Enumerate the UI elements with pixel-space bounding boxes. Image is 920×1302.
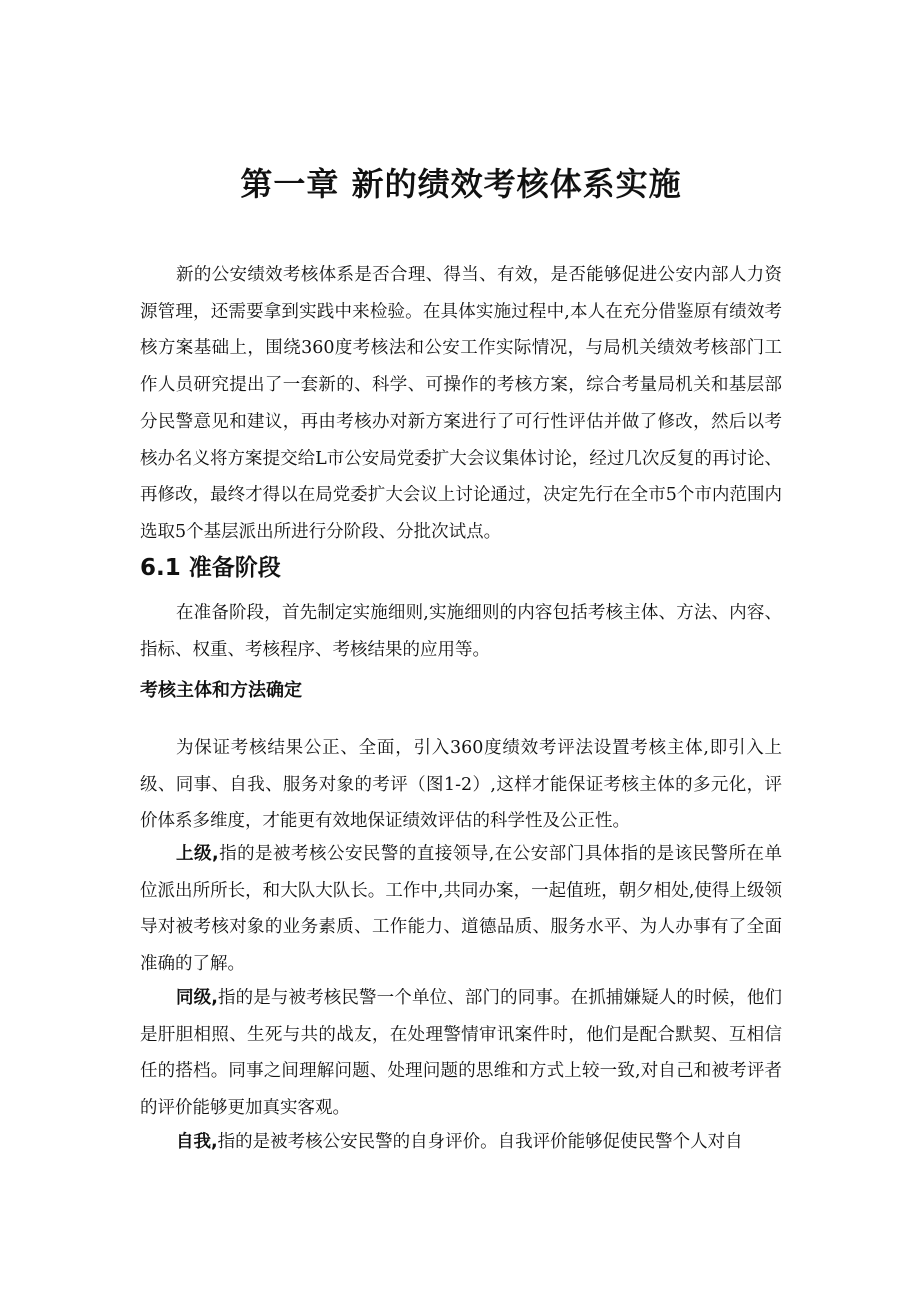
item-superior — [140, 836, 782, 983]
item-superior-lead: 上级, — [176, 844, 219, 864]
item-self-text: 指的是被考核公安民警的自身评价。自我评价能够促使民警个人对自 — [217, 1132, 743, 1152]
chapter-title: 第一章 新的绩效考核体系实施 — [240, 165, 682, 203]
subsection-paragraph: 为保证考核结果公正、全面，引入360度绩效考评法设置考核主体,即引入上级、同事、自我、服务对象的考评（图1-2）,这样才能保证考核主体的多元化，评价体系多维度，才能更有效地保证绩效评估的科学性及公正性。 — [140, 738, 782, 832]
intro-paragraph: 新的公安绩效考核体系是否合理、得当、有效，是否能够促进公安内部人力资源管理，还需要拿到实践中来检验。在具体实施过程中,本人在充分借鉴原有绩效考核方案基础上，围绕360度考核法和公安工作实际情况，与局机关绩效考核部门工作人员研究提出了一套新的、科学、可操作的考核方案，综合考量局机关和基层部分民警意见和建议，再由考核办对新方案进行了可行性评估并做了修改，然后以考核办名义将方案提交给L市公安局党委扩大会议集体讨论，经过几次反复的再讨论、再修改，最终才得以在局党委扩大会议上讨论通过，决定先行在全市5个市内范围内选取5个基层派出所进行分阶段、分批次试点。 — [140, 265, 782, 542]
section-paragraph: 在准备阶段，首先制定实施细则,实施细则的内容包括考核主体、方法、内容、指标、权重、考核程序、考核结果的应用等。 — [140, 603, 782, 660]
item-peer — [140, 980, 782, 1127]
subsection-heading: 考核主体和方法确定 — [140, 680, 302, 701]
item-self-lead: 自我, — [176, 1132, 218, 1152]
item-peer-lead: 同级, — [176, 988, 218, 1008]
item-superior-text: 指的是被考核公安民警的直接领导,在公安部门具体指的是该民警所在单位派出所所长，和大队大队长。工作中,共同办案，一起值班，朝夕相处,使得上级领导对被考核对象的业务素质、工作能力、道德品质、服务水平、为人办事有了全面准确的了解。 — [140, 844, 782, 975]
item-peer-text: 指的是与被考核民警一个单位、部门的同事。在抓捕嫌疑人的时候，他们是肝胆相照、生死与共的战友，在处理警情审讯案件时，他们是配合默契、互相信任的搭档。同事之间理解问题、处理问题的思维和方式上较一致,对自己和被考评者的评价能够更加真实客观。 — [140, 988, 782, 1119]
item-self — [140, 1124, 782, 1161]
section-heading: 6.1 准备阶段 — [140, 555, 281, 581]
